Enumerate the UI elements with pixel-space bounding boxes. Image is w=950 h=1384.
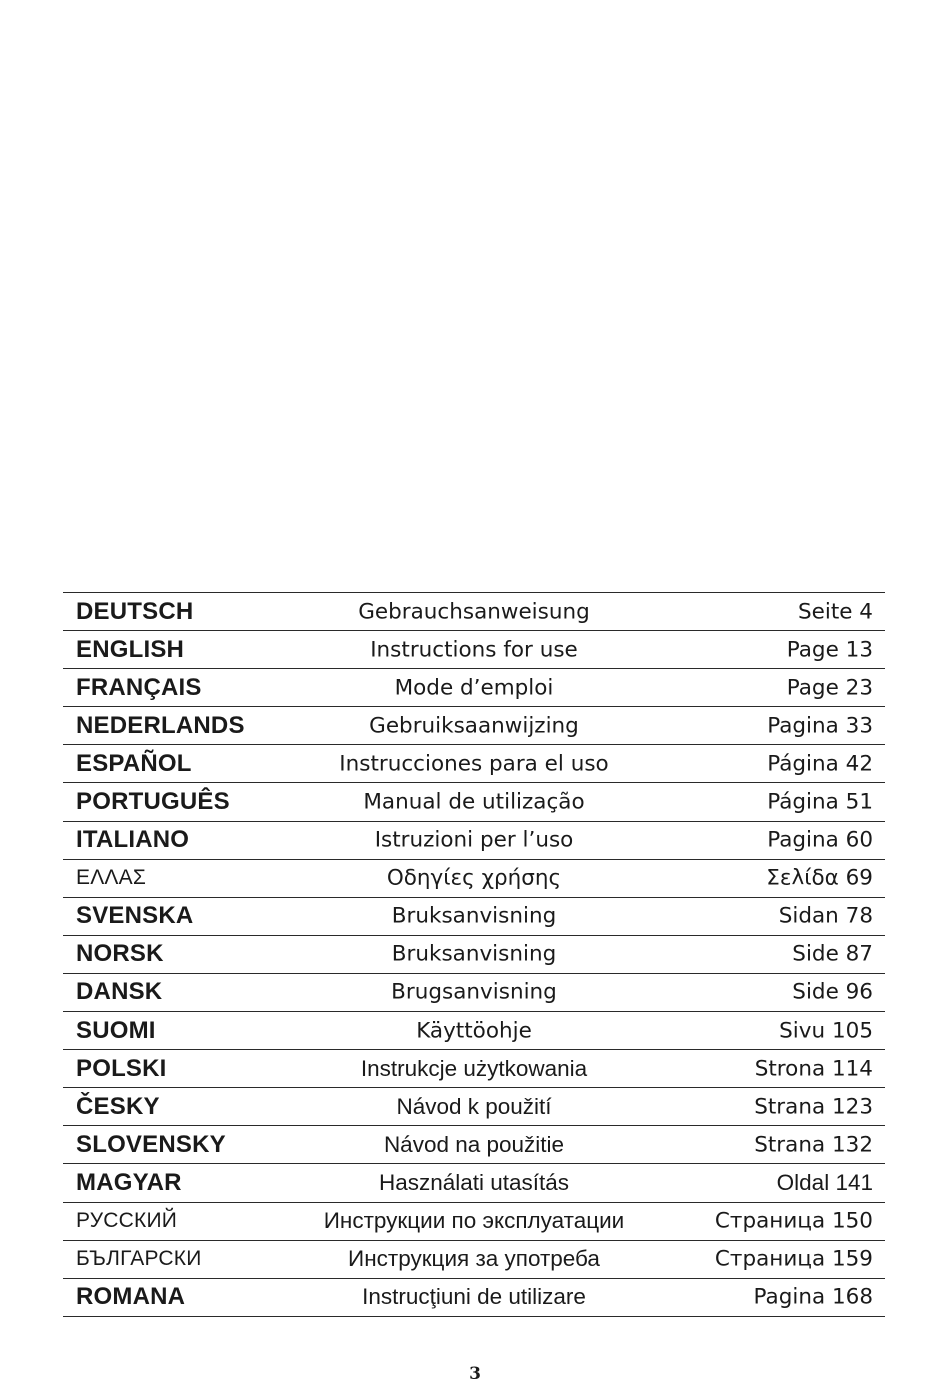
toc-row-polski [63, 1050, 885, 1088]
page-reference: Strana 123 [754, 1094, 873, 1120]
language-name: ΕΛΛΑΣ [76, 866, 147, 890]
manual-title: Инструкции по эксплуатации [323, 1208, 625, 1234]
language-name: MAGYAR [76, 1168, 182, 1196]
toc-row-magyar [63, 1164, 885, 1202]
language-name: ČESKY [76, 1092, 160, 1120]
page-reference: Side 96 [792, 979, 873, 1005]
language-name: ITALIANO [76, 826, 190, 854]
manual-title: Инструкция за употреба [348, 1246, 600, 1272]
toc-row-balgarski [63, 1241, 885, 1279]
footer-page-number: 3 [469, 1364, 481, 1384]
manual-title: Instructions for use [370, 637, 578, 663]
toc-row-suomi [63, 1012, 885, 1050]
language-name: FRANÇAIS [76, 673, 202, 701]
manual-title: Οδηγίες χρήσης [386, 865, 562, 891]
manual-title: Instrucciones para el uso [339, 751, 609, 777]
language-name: SUOMI [76, 1016, 156, 1044]
manual-title: Istruzioni per l’uso [374, 827, 574, 853]
toc-row-espanol [63, 745, 885, 783]
page-reference: Sivu 105 [779, 1018, 873, 1044]
toc-row-ellas [63, 860, 885, 898]
page-reference: Pagina 168 [753, 1284, 873, 1310]
language-name: БЪЛГАРСКИ [76, 1247, 202, 1271]
toc-row-romana [63, 1279, 885, 1317]
toc-row-cesky [63, 1088, 885, 1126]
page-reference: Σελίδα 69 [766, 865, 873, 891]
language-name: SLOVENSKY [76, 1130, 226, 1158]
page-reference: Página 51 [767, 789, 873, 815]
manual-title: Návod na použitie [383, 1131, 565, 1157]
manual-title: Gebrauchsanweisung [358, 599, 590, 625]
manual-title: Mode d’emploi [394, 675, 554, 701]
manual-title: Návod k použití [396, 1093, 552, 1119]
toc-row-deutsch [63, 593, 885, 631]
page-reference: Side 87 [792, 941, 873, 967]
manual-title: Instrukcje użytkowania [360, 1055, 588, 1081]
language-name: POLSKI [76, 1054, 167, 1082]
manual-title: Instrucţiuni de utilizare [362, 1284, 586, 1310]
language-name: DEUTSCH [76, 597, 194, 625]
toc-row-svenska [63, 898, 885, 936]
page-reference: Page 13 [786, 637, 873, 663]
toc-row-francais [63, 669, 885, 707]
manual-title: Bruksanvisning [391, 903, 557, 929]
page-reference: Sidan 78 [778, 903, 873, 929]
toc-row-norsk [63, 936, 885, 974]
language-name: DANSK [76, 978, 163, 1006]
toc-row-dansk [63, 974, 885, 1012]
manual-title: Bruksanvisning [391, 941, 557, 967]
toc-row-portugues [63, 783, 885, 821]
language-name: PORTUGUÊS [76, 788, 230, 816]
page-reference: Página 42 [767, 751, 873, 777]
language-name: ENGLISH [76, 635, 185, 663]
manual-title: Használati utasítás [378, 1169, 570, 1195]
page-reference: Oldal 141 [776, 1169, 873, 1195]
manual-title: Brugsanvisning [391, 979, 557, 1005]
toc-row-english [63, 631, 885, 669]
page-reference: Pagina 60 [767, 827, 873, 853]
language-name: SVENSKA [76, 902, 194, 930]
toc-row-italiano [63, 822, 885, 860]
page-reference: Страница 159 [714, 1246, 873, 1272]
toc-row-russkiy [63, 1203, 885, 1241]
language-name: ROMANA [76, 1283, 186, 1311]
language-name: NEDERLANDS [76, 711, 245, 739]
toc-row-slovensky [63, 1126, 885, 1164]
toc-row-nederlands [63, 707, 885, 745]
page-reference: Strona 114 [754, 1056, 873, 1082]
language-table-of-contents [63, 592, 885, 1317]
page-reference: Page 23 [786, 675, 873, 701]
page-reference: Страница 150 [714, 1208, 873, 1234]
language-name: ESPAÑOL [76, 749, 192, 777]
page-reference: Pagina 33 [767, 713, 873, 739]
manual-title: Gebruiksaanwijzing [369, 713, 579, 739]
page-reference: Strana 132 [754, 1132, 873, 1158]
manual-title: Käyttöohje [416, 1018, 532, 1044]
language-name: NORSK [76, 940, 164, 968]
manual-title: Manual de utilização [363, 789, 585, 815]
page-reference: Seite 4 [797, 599, 873, 625]
language-name: РУССКИЙ [76, 1209, 178, 1233]
